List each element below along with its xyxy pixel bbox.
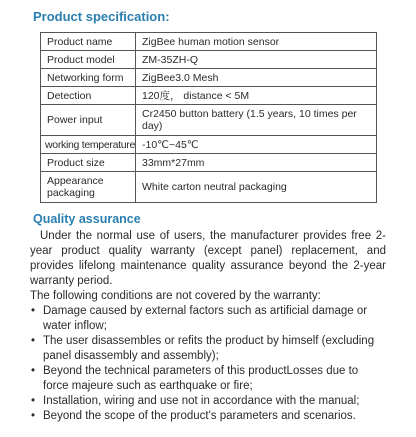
quality-assurance-body (30, 229, 386, 424)
list-item (30, 304, 386, 334)
spec-value: ZigBee3.0 Mesh (136, 69, 377, 87)
spec-row-detection (41, 87, 377, 105)
list-item-text: The user disassembles or refits the product by himself (excluding panel disassembly and assembly); (43, 335, 375, 362)
quality-assurance-title: Quality assurance (33, 212, 141, 226)
spec-row-networking-form (41, 69, 377, 87)
spec-row-power-input (41, 105, 377, 136)
spec-key: working temperature (41, 136, 136, 154)
spec-value: White carton neutral packaging (136, 172, 377, 203)
bullet-icon: • (31, 395, 36, 407)
list-item (30, 409, 386, 424)
spec-section-title: Product specification: (33, 9, 170, 24)
bullet-icon: • (31, 410, 36, 422)
spec-key: Product name (41, 33, 136, 51)
bullet-icon: • (31, 305, 36, 317)
list-item-text: Installation, wiring and use not in accordance with the manual; (43, 395, 360, 407)
spec-row-product-size (41, 154, 377, 172)
spec-key: Product size (41, 154, 136, 172)
bullet-icon: • (31, 335, 36, 347)
spec-row-product-model (41, 51, 377, 69)
spec-value: 120度， distance < 5M (136, 87, 377, 105)
spec-table (40, 32, 377, 203)
list-item (30, 334, 386, 364)
bullet-icon: • (31, 365, 36, 377)
spec-value: 33mm*27mm (136, 154, 377, 172)
qa-intro-paragraph: Under the normal use of users, the manufacturer provides free 2-year product quality warranty (except panel) replacement, and provides lifelong maintenance quality assurance beyond the 2-year warranty period. (30, 230, 386, 287)
spec-key: Power input (41, 105, 136, 136)
spec-key: Detection (41, 87, 136, 105)
spec-value: -10℃~45℃ (136, 136, 377, 154)
list-item (30, 364, 386, 394)
list-item-text: Damage caused by external factors such as artificial damage or water inflow; (43, 305, 368, 332)
list-item-text: Beyond the technical parameters of this productLosses due to force majeure such as earthquake or fire; (43, 365, 359, 392)
spec-key: Product model (41, 51, 136, 69)
spec-key: Appearance packaging (41, 172, 136, 203)
list-item (30, 394, 386, 409)
list-item-text: Beyond the scope of the product's parameters and scenarios. (43, 410, 356, 422)
spec-key: Networking form (41, 69, 136, 87)
spec-row-working-temperature (41, 136, 377, 154)
spec-value: ZigBee human motion sensor (136, 33, 377, 51)
qa-conditions-heading: The following conditions are not covered by the warranty: (30, 290, 321, 302)
spec-value: ZM-35ZH-Q (136, 51, 377, 69)
spec-row-appearance-packaging (41, 172, 377, 203)
spec-value: Cr2450 button battery (1.5 years, 10 times per day) (136, 105, 377, 136)
spec-row-product-name (41, 33, 377, 51)
qa-conditions-list (30, 304, 386, 424)
